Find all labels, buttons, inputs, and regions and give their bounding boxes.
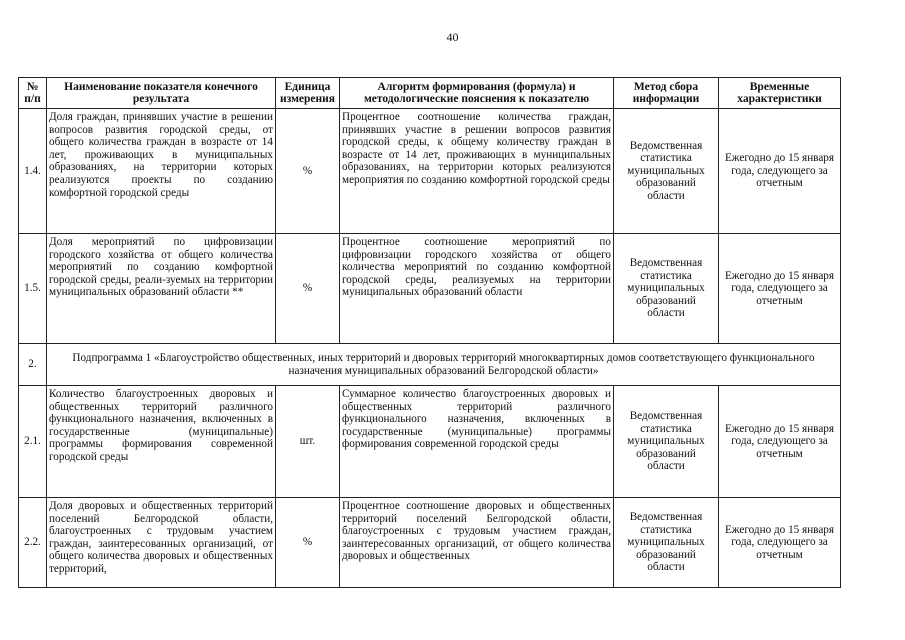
row-num: 2.1. bbox=[19, 386, 47, 498]
row-unit: % bbox=[276, 234, 340, 344]
row-method: Ведомственная статистика муниципальных образований области bbox=[614, 498, 719, 588]
row-method: Ведомственная статистика муниципальных образований области bbox=[614, 234, 719, 344]
subprogram-num: 2. bbox=[19, 344, 47, 386]
table-header-row bbox=[19, 78, 841, 109]
subprogram-title: Подпрограмма 1 «Благоустройство общественных, иных территорий и дворовых территорий многоквартирных домов соответствующего функционального назначения муниципальных образований Белгородской области» bbox=[47, 344, 841, 386]
table-row bbox=[19, 498, 841, 588]
row-name: Количество благоустроенных дворовых и общественных территорий различного функционального назначения, включенных в государственные (муниципальные) программы формирования современной городской среды bbox=[47, 386, 276, 498]
row-algorithm: Суммарное количество благоустроенных дворовых и общественных территорий различного функционального назначения, включенных в государственные (муниципальные) программы формирования современной городской среды bbox=[340, 386, 614, 498]
header-unit: Единица измерения bbox=[276, 78, 340, 109]
header-algorithm: Алгоритм формирования (формула) и методологические пояснения к показателю bbox=[340, 78, 614, 109]
row-unit: % bbox=[276, 498, 340, 588]
table-row bbox=[19, 234, 841, 344]
row-time: Ежегодно до 15 января года, следующего за отчетным bbox=[719, 498, 841, 588]
row-unit: % bbox=[276, 109, 340, 234]
header-time: Временные характеристики bbox=[719, 78, 841, 109]
row-algorithm: Процентное соотношение количества граждан, принявших участие в решении вопросов развития городской среды, к общему количеству граждан в возрасте от 14 лет, проживающих в муниципальных образованиях, на территории которых реализуются мероприятия по созданию комфортной городской среды bbox=[340, 109, 614, 234]
row-name: Доля граждан, принявших участие в решении вопросов развития городской среды, от общего количества граждан в возрасте от 14 лет, проживающих в муниципальных образованиях, на территории которых реализуются проекты по созданию комфортной городской среды bbox=[47, 109, 276, 234]
row-time: Ежегодно до 15 января года, следующего за отчетным bbox=[719, 109, 841, 234]
row-name: Доля мероприятий по цифровизации городского хозяйства от общего количества мероприятий по созданию комфортной городской среды, реали-зуемых на территории муниципальных образований области ** bbox=[47, 234, 276, 344]
row-time: Ежегодно до 15 января года, следующего за отчетным bbox=[719, 386, 841, 498]
header-num: № п/п bbox=[19, 78, 47, 109]
row-num: 1.4. bbox=[19, 109, 47, 234]
row-algorithm: Процентное соотношение дворовых и общественных территорий поселений Белгородской области, благоустроенных с трудовым участием граждан, заинтересованных организаций, от общего количества дворовых и общественных bbox=[340, 498, 614, 588]
row-algorithm: Процентное соотношение мероприятий по цифровизации городского хозяйства от общего количества мероприятий по созданию комфортной городской среды, реализуемых на территории муниципальных образований области bbox=[340, 234, 614, 344]
indicators-table bbox=[18, 77, 841, 588]
table-row bbox=[19, 386, 841, 498]
row-num: 2.2. bbox=[19, 498, 47, 588]
row-name: Доля дворовых и общественных территорий поселений Белгородской области, благоустроенных с трудовым участием граждан, заинтересованных организаций, от общего количества дворовых и общественных территорий, bbox=[47, 498, 276, 588]
row-unit: шт. bbox=[276, 386, 340, 498]
row-method: Ведомственная статистика муниципальных образований области bbox=[614, 386, 719, 498]
subprogram-row bbox=[19, 344, 841, 386]
row-method: Ведомственная статистика муниципальных образований области bbox=[614, 109, 719, 234]
row-num: 1.5. bbox=[19, 234, 47, 344]
page-number: 40 bbox=[446, 30, 459, 44]
row-time: Ежегодно до 15 января года, следующего за отчетным bbox=[719, 234, 841, 344]
header-method: Метод сбора информации bbox=[614, 78, 719, 109]
table-row bbox=[19, 109, 841, 234]
header-name: Наименование показателя конечного результата bbox=[47, 78, 276, 109]
